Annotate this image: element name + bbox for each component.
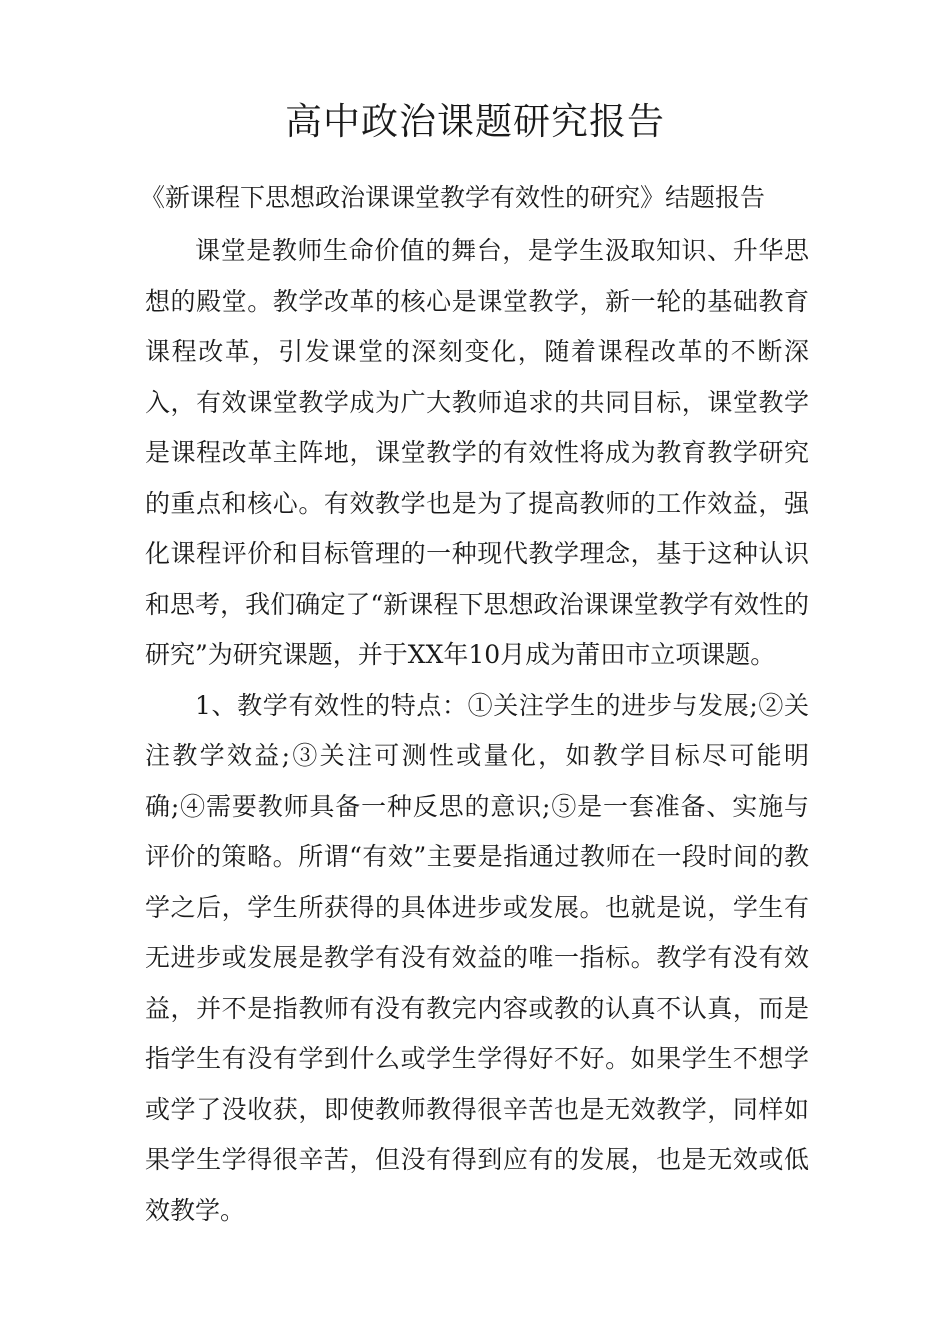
document-body [145,226,809,1236]
paragraph-features: 1、教学有效性的特点：①关注学生的进步与发展;②关注教学效益;③关注可测性或量化，如教学目标尽可能明确;④需要教师具备一种反思的意识;⑤是一套准备、实施与评价的策略。所谓“有效”主要是指通过教师在一段时间的教学之后，学生所获得的具体进步或发展。也就是说，学生有无进步或发展是教学有没有效益的唯一指标。教学有没有效益，并不是指教师有没有教完内容或教的认真不认真，而是指学生有没有学到什么或学生学得好不好。如果学生不想学或学了没收获，即使教师教得很辛苦也是无效教学，同样如果学生学得很辛苦，但没有得到应有的发展，也是无效或低效教学。 [145,690,809,1225]
paragraph-intro: 课堂是教师生命价值的舞台，是学生汲取知识、升华思想的殿堂。教学改革的核心是课堂教学，新一轮的基础教育课程改革，引发课堂的深刻变化，随着课程改革的不断深入，有效课堂教学成为广大教师追求的共同目标，课堂教学是课程改革主阵地，课堂教学的有效性将成为教育教学研究的重点和核心。有效教学也是为了提高教师的工作效益，强化课程评价和目标管理的一种现代教学理念，基于这种认识和思考，我们确定了“新课程下思想政治课课堂教学有效性的研究”为研究课题，并于XX年10月成为莆田市立项课题。 [145,236,809,669]
document-title: 高中政治课题研究报告 [285,100,665,143]
document-subtitle: 《新课程下思想政治课课堂教学有效性的研究》结题报告 [140,183,766,212]
